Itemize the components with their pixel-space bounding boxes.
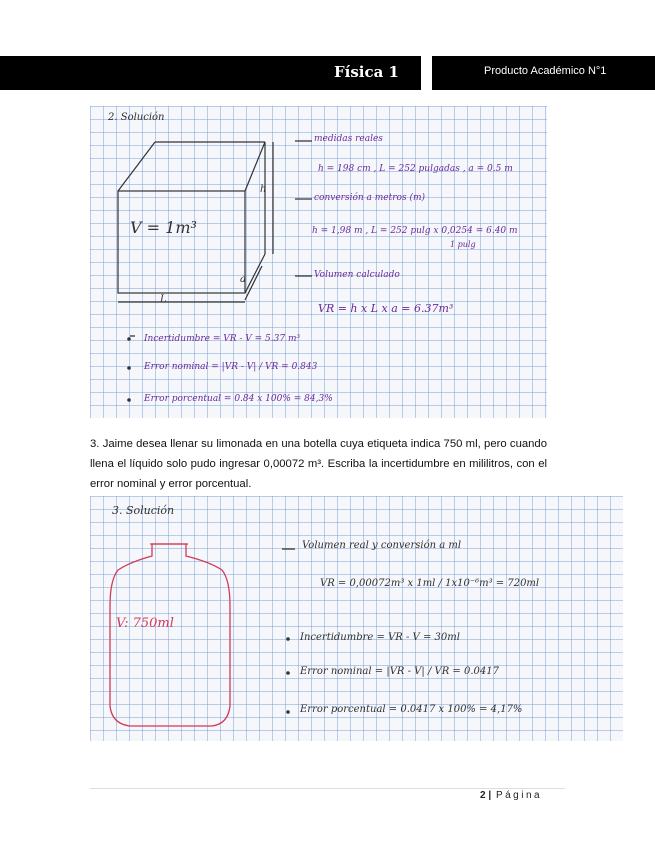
percent-error-line-3: Error porcentual = 0.0417 x 100% = 4,17% bbox=[300, 704, 523, 715]
nominal-error-line-3: Error nominal = |VR - V| / VR = 0.0417 bbox=[300, 666, 499, 677]
footer-separator: | bbox=[488, 790, 492, 801]
header-product-bar bbox=[432, 56, 655, 90]
page-word: Página bbox=[495, 790, 543, 801]
problem-3-statement: 3. Jaime desea llenar su limonada en una botella cuya etiqueta indica 750 ml, pero cuando llena el líquido solo pudo ingresar 0,00072 m³. Escriba la incertidumbre en mililitros, con el error nominal y error porcentual. bbox=[90, 438, 547, 490]
bottle-volume-label: V: 750ml bbox=[116, 616, 174, 631]
dimension-h: h bbox=[260, 184, 267, 195]
page-number: 2 bbox=[480, 790, 486, 801]
handwritten-solution-2 bbox=[90, 106, 547, 418]
handwritten-solution-3 bbox=[90, 496, 623, 741]
real-measures-label: medidas reales bbox=[314, 134, 383, 144]
calculated-volume-line: VR = h x L x a = 6.37m³ bbox=[318, 302, 454, 315]
real-volume-label: Volumen real y conversión a ml bbox=[302, 540, 462, 551]
calculated-volume-label: Volumen calculado bbox=[314, 270, 400, 280]
page-footer bbox=[480, 790, 542, 801]
cube-volume-label: V = 1m³ bbox=[130, 218, 197, 237]
product-title: Producto Académico N°1 bbox=[484, 65, 607, 77]
percent-error-line: Error porcentual = 0.84 x 100% = 84,3% bbox=[144, 394, 333, 404]
header-course-bar bbox=[0, 56, 421, 90]
uncertainty-line-3: Incertidumbre = VR - V = 30ml bbox=[300, 632, 460, 643]
conversion-label: conversión a metros (m) bbox=[314, 193, 426, 203]
solution-3-heading: 3. Solución bbox=[112, 504, 175, 517]
conversion-denominator: 1 pulg bbox=[450, 240, 476, 249]
dimension-a: a bbox=[240, 274, 246, 285]
footer-divider bbox=[90, 788, 565, 789]
conversion-line: h = 1,98 m , L = 252 pulg x 0,0254 = 6.40 m bbox=[312, 226, 518, 236]
nominal-error-line: Error nominal = |VR - V| / VR = 0.843 bbox=[144, 362, 318, 372]
solution-2-heading: 2. Solución bbox=[108, 112, 165, 123]
course-title: Física 1 bbox=[333, 63, 399, 81]
dimension-L: L bbox=[160, 294, 167, 305]
real-volume-line: VR = 0,00072m³ x 1ml / 1x10⁻⁶m³ = 720ml bbox=[320, 578, 540, 589]
measures-line: h = 198 cm , L = 252 pulgadas , a = 0.5 m bbox=[318, 164, 513, 174]
uncertainty-line: Incertidumbre = VR - V = 5.37 m³ bbox=[144, 334, 301, 344]
